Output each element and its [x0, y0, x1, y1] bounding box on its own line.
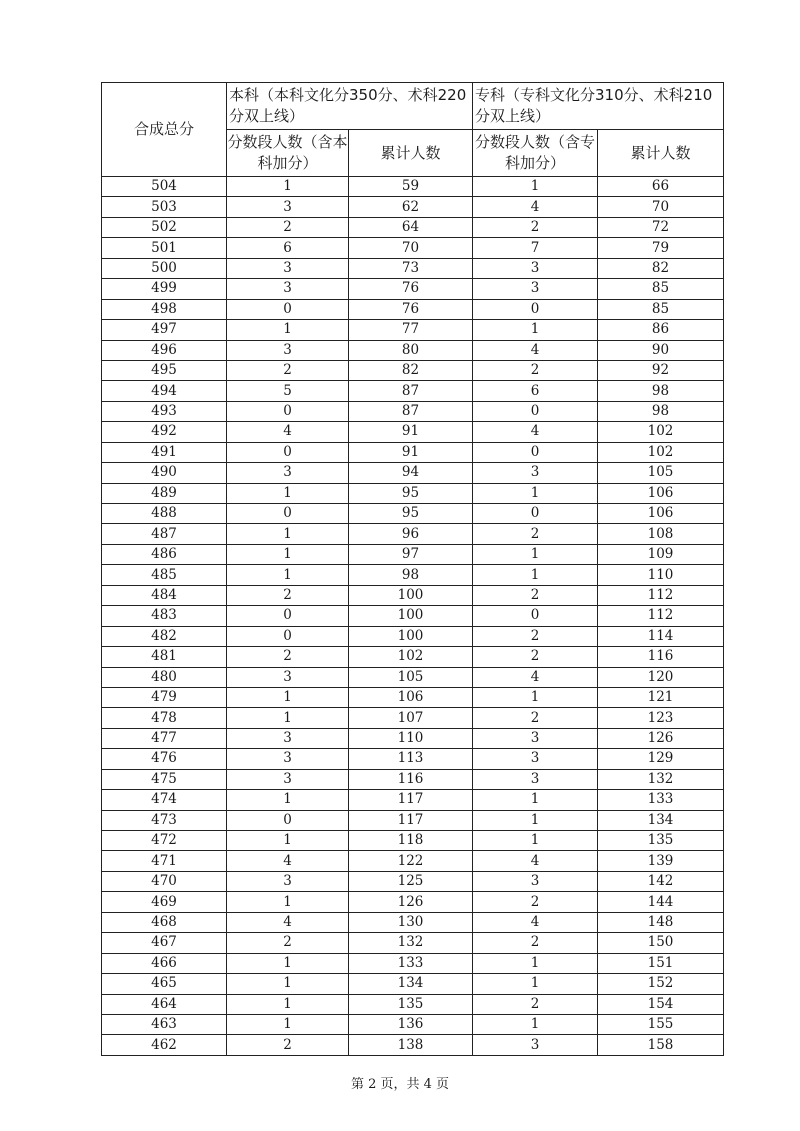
table-row	[102, 442, 724, 462]
undergraduate-count-cell: 4	[227, 912, 349, 932]
total-score-cell: 477	[102, 728, 227, 748]
undergraduate-count-cell: 3	[227, 667, 349, 687]
undergraduate-count-cell: 0	[227, 810, 349, 830]
junior-college-count-cell: 1	[473, 1014, 598, 1034]
total-score-cell: 464	[102, 994, 227, 1014]
junior-college-cumulative-cell: 102	[598, 442, 724, 462]
junior-college-cumulative-cell: 120	[598, 667, 724, 687]
undergraduate-cumulative-cell: 77	[349, 320, 473, 340]
undergraduate-count-cell: 3	[227, 749, 349, 769]
junior-college-cumulative-cell: 85	[598, 299, 724, 319]
undergraduate-cumulative-cell: 133	[349, 953, 473, 973]
total-score-cell: 471	[102, 851, 227, 871]
table-row	[102, 769, 724, 789]
junior-college-cumulative-cell: 134	[598, 810, 724, 830]
junior-college-count-cell: 1	[473, 483, 598, 503]
undergraduate-cumulative-cell: 113	[349, 749, 473, 769]
total-score-cell: 495	[102, 360, 227, 380]
total-score-header: 合成总分	[102, 83, 227, 177]
undergraduate-count-cell: 1	[227, 953, 349, 973]
undergraduate-count-cell: 0	[227, 401, 349, 421]
junior-college-count-cell: 1	[473, 544, 598, 564]
junior-college-count-cell: 1	[473, 687, 598, 707]
table-row	[102, 647, 724, 667]
total-score-cell: 468	[102, 912, 227, 932]
junior-college-count-cell: 2	[473, 994, 598, 1014]
junior-college-cumulative-cell: 66	[598, 177, 724, 197]
junior-college-count-cell: 3	[473, 728, 598, 748]
junior-college-cumulative-cell: 139	[598, 851, 724, 871]
total-score-cell: 475	[102, 769, 227, 789]
table-row	[102, 606, 724, 626]
junior-college-cumulative-cell: 144	[598, 892, 724, 912]
undergraduate-cumulative-cell: 91	[349, 422, 473, 442]
undergraduate-cumulative-cell: 91	[349, 442, 473, 462]
table-row	[102, 401, 724, 421]
table-row	[102, 238, 724, 258]
table-row	[102, 504, 724, 524]
undergraduate-cumulative-cell: 102	[349, 647, 473, 667]
total-score-cell: 494	[102, 381, 227, 401]
junior-college-count-cell: 1	[473, 831, 598, 851]
junior-college-cumulative-cell: 135	[598, 831, 724, 851]
undergraduate-cumulative-cell: 62	[349, 197, 473, 217]
undergraduate-count-cell: 2	[227, 1035, 349, 1055]
table-row	[102, 279, 724, 299]
undergraduate-count-cell: 1	[227, 831, 349, 851]
total-score-cell: 480	[102, 667, 227, 687]
junior-college-cumulative-cell: 121	[598, 687, 724, 707]
undergraduate-count-cell: 0	[227, 626, 349, 646]
undergraduate-count-cell: 1	[227, 177, 349, 197]
junior-college-count-cell: 0	[473, 442, 598, 462]
undergraduate-count-cell: 6	[227, 238, 349, 258]
undergraduate-cumulative-cell: 96	[349, 524, 473, 544]
table-row	[102, 708, 724, 728]
undergraduate-cumulative-cell: 135	[349, 994, 473, 1014]
undergraduate-count-cell: 3	[227, 871, 349, 891]
undergraduate-count-cell: 2	[227, 360, 349, 380]
undergraduate-cumulative-cell: 98	[349, 565, 473, 585]
junior-college-count-cell: 6	[473, 381, 598, 401]
junior-college-cumulative-cell: 79	[598, 238, 724, 258]
undergraduate-cumulative-cell: 100	[349, 626, 473, 646]
undergraduate-segment-count-header: 分数段人数（含本科加分）	[227, 130, 349, 177]
total-score-cell: 487	[102, 524, 227, 544]
junior-college-count-cell: 1	[473, 320, 598, 340]
junior-college-cumulative-cell: 158	[598, 1035, 724, 1055]
total-score-cell: 497	[102, 320, 227, 340]
table-row	[102, 728, 724, 748]
undergraduate-count-cell: 3	[227, 279, 349, 299]
junior-college-count-cell: 1	[473, 177, 598, 197]
junior-college-cumulative-cell: 108	[598, 524, 724, 544]
table-row	[102, 197, 724, 217]
table-row	[102, 994, 724, 1014]
junior-college-cumulative-cell: 106	[598, 483, 724, 503]
undergraduate-count-cell: 1	[227, 565, 349, 585]
table-row	[102, 933, 724, 953]
junior-college-count-cell: 3	[473, 1035, 598, 1055]
undergraduate-cumulative-cell: 82	[349, 360, 473, 380]
junior-college-cumulative-cell: 105	[598, 463, 724, 483]
junior-college-count-cell: 4	[473, 197, 598, 217]
junior-college-cumulative-header: 累计人数	[598, 130, 724, 177]
junior-college-cumulative-cell: 85	[598, 279, 724, 299]
junior-college-count-cell: 4	[473, 422, 598, 442]
junior-college-cumulative-cell: 150	[598, 933, 724, 953]
undergraduate-cumulative-cell: 95	[349, 483, 473, 503]
undergraduate-count-cell: 3	[227, 340, 349, 360]
undergraduate-cumulative-cell: 73	[349, 258, 473, 278]
undergraduate-count-cell: 0	[227, 606, 349, 626]
undergraduate-cumulative-cell: 110	[349, 728, 473, 748]
junior-college-count-cell: 1	[473, 974, 598, 994]
total-score-cell: 466	[102, 953, 227, 973]
total-score-cell: 503	[102, 197, 227, 217]
undergraduate-cumulative-cell: 117	[349, 810, 473, 830]
total-score-cell: 500	[102, 258, 227, 278]
junior-college-count-cell: 3	[473, 463, 598, 483]
junior-college-cumulative-cell: 129	[598, 749, 724, 769]
total-score-cell: 473	[102, 810, 227, 830]
undergraduate-count-cell: 4	[227, 422, 349, 442]
undergraduate-count-cell: 1	[227, 544, 349, 564]
total-score-cell: 478	[102, 708, 227, 728]
table-row	[102, 524, 724, 544]
junior-college-count-cell: 4	[473, 851, 598, 871]
table-body	[102, 177, 724, 1056]
junior-college-cumulative-cell: 110	[598, 565, 724, 585]
junior-college-cumulative-cell: 92	[598, 360, 724, 380]
undergraduate-count-cell: 1	[227, 790, 349, 810]
undergraduate-cumulative-cell: 94	[349, 463, 473, 483]
table-row	[102, 483, 724, 503]
undergraduate-cumulative-cell: 59	[349, 177, 473, 197]
junior-college-cumulative-cell: 112	[598, 606, 724, 626]
table-row	[102, 422, 724, 442]
junior-college-segment-count-header: 分数段人数（含专科加分）	[473, 130, 598, 177]
junior-college-count-cell: 1	[473, 790, 598, 810]
table-row	[102, 360, 724, 380]
junior-college-cumulative-cell: 123	[598, 708, 724, 728]
total-score-cell: 462	[102, 1035, 227, 1055]
undergraduate-count-cell: 0	[227, 299, 349, 319]
table-row	[102, 381, 724, 401]
undergraduate-cumulative-cell: 106	[349, 687, 473, 707]
junior-college-cumulative-cell: 72	[598, 217, 724, 237]
table-row	[102, 1035, 724, 1055]
undergraduate-cumulative-cell: 132	[349, 933, 473, 953]
undergraduate-cumulative-cell: 117	[349, 790, 473, 810]
undergraduate-cumulative-cell: 87	[349, 401, 473, 421]
table-row	[102, 810, 724, 830]
junior-college-count-cell: 4	[473, 912, 598, 932]
total-score-cell: 499	[102, 279, 227, 299]
table-row	[102, 544, 724, 564]
junior-college-count-cell: 3	[473, 279, 598, 299]
undergraduate-count-cell: 0	[227, 442, 349, 462]
junior-college-count-cell: 3	[473, 769, 598, 789]
junior-college-count-cell: 0	[473, 504, 598, 524]
junior-college-count-cell: 4	[473, 340, 598, 360]
table-row	[102, 953, 724, 973]
undergraduate-count-cell: 3	[227, 258, 349, 278]
junior-college-count-cell: 4	[473, 667, 598, 687]
table-row	[102, 217, 724, 237]
junior-college-cumulative-cell: 142	[598, 871, 724, 891]
undergraduate-count-cell: 2	[227, 933, 349, 953]
junior-college-count-cell: 2	[473, 708, 598, 728]
junior-college-cumulative-cell: 112	[598, 585, 724, 605]
score-distribution-table	[101, 82, 724, 1056]
total-score-cell: 467	[102, 933, 227, 953]
junior-college-cumulative-cell: 102	[598, 422, 724, 442]
table-row	[102, 974, 724, 994]
total-score-cell: 481	[102, 647, 227, 667]
table-row	[102, 892, 724, 912]
junior-college-cumulative-cell: 126	[598, 728, 724, 748]
total-score-cell: 479	[102, 687, 227, 707]
undergraduate-count-cell: 2	[227, 585, 349, 605]
undergraduate-count-cell: 3	[227, 769, 349, 789]
junior-college-cumulative-cell: 155	[598, 1014, 724, 1034]
undergraduate-cumulative-cell: 126	[349, 892, 473, 912]
undergraduate-cumulative-cell: 80	[349, 340, 473, 360]
total-score-cell: 472	[102, 831, 227, 851]
total-score-cell: 465	[102, 974, 227, 994]
undergraduate-count-cell: 1	[227, 974, 349, 994]
undergraduate-cumulative-cell: 95	[349, 504, 473, 524]
undergraduate-cumulative-header: 累计人数	[349, 130, 473, 177]
junior-college-cumulative-cell: 98	[598, 381, 724, 401]
total-score-cell: 486	[102, 544, 227, 564]
junior-college-cumulative-cell: 132	[598, 769, 724, 789]
table-row	[102, 851, 724, 871]
undergraduate-cumulative-cell: 87	[349, 381, 473, 401]
undergraduate-count-cell: 0	[227, 504, 349, 524]
total-score-cell: 476	[102, 749, 227, 769]
table-row	[102, 871, 724, 891]
undergraduate-cumulative-cell: 100	[349, 606, 473, 626]
junior-college-count-cell: 1	[473, 953, 598, 973]
total-score-cell: 493	[102, 401, 227, 421]
junior-college-count-cell: 1	[473, 810, 598, 830]
table-row	[102, 912, 724, 932]
undergraduate-cumulative-cell: 105	[349, 667, 473, 687]
undergraduate-count-cell: 4	[227, 851, 349, 871]
junior-college-cumulative-cell: 90	[598, 340, 724, 360]
total-score-cell: 484	[102, 585, 227, 605]
table-row	[102, 1014, 724, 1034]
table-row	[102, 790, 724, 810]
junior-college-cumulative-cell: 133	[598, 790, 724, 810]
junior-college-cumulative-cell: 114	[598, 626, 724, 646]
junior-college-cumulative-cell: 152	[598, 974, 724, 994]
junior-college-cumulative-cell: 86	[598, 320, 724, 340]
total-score-cell: 470	[102, 871, 227, 891]
undergraduate-count-cell: 2	[227, 217, 349, 237]
junior-college-count-cell: 0	[473, 299, 598, 319]
table-row	[102, 177, 724, 197]
total-score-cell: 492	[102, 422, 227, 442]
total-score-cell: 474	[102, 790, 227, 810]
junior-college-cumulative-cell: 70	[598, 197, 724, 217]
undergraduate-cumulative-cell: 134	[349, 974, 473, 994]
undergraduate-cumulative-cell: 64	[349, 217, 473, 237]
total-score-cell: 501	[102, 238, 227, 258]
table-row	[102, 320, 724, 340]
junior-college-count-cell: 3	[473, 258, 598, 278]
undergraduate-cumulative-cell: 107	[349, 708, 473, 728]
junior-college-count-cell: 0	[473, 401, 598, 421]
junior-college-count-cell: 2	[473, 892, 598, 912]
table-row	[102, 687, 724, 707]
undergraduate-cumulative-cell: 76	[349, 279, 473, 299]
junior-college-count-cell: 0	[473, 606, 598, 626]
table-row	[102, 463, 724, 483]
junior-college-cumulative-cell: 116	[598, 647, 724, 667]
undergraduate-group-header: 本科（本科文化分350分、术科220分双上线）	[227, 83, 473, 130]
page-number: 第 2 页，共 4 页	[350, 1077, 450, 1092]
undergraduate-count-cell: 3	[227, 728, 349, 748]
table-row	[102, 565, 724, 585]
table-row	[102, 258, 724, 278]
undergraduate-count-cell: 1	[227, 524, 349, 544]
total-score-cell: 490	[102, 463, 227, 483]
undergraduate-count-cell: 3	[227, 463, 349, 483]
undergraduate-cumulative-cell: 70	[349, 238, 473, 258]
total-score-cell: 463	[102, 1014, 227, 1034]
total-score-cell: 483	[102, 606, 227, 626]
undergraduate-cumulative-cell: 122	[349, 851, 473, 871]
undergraduate-cumulative-cell: 125	[349, 871, 473, 891]
undergraduate-cumulative-cell: 138	[349, 1035, 473, 1055]
table-row	[102, 299, 724, 319]
total-score-cell: 482	[102, 626, 227, 646]
undergraduate-count-cell: 5	[227, 381, 349, 401]
junior-college-count-cell: 3	[473, 749, 598, 769]
total-score-cell: 469	[102, 892, 227, 912]
undergraduate-count-cell: 1	[227, 892, 349, 912]
total-score-cell: 502	[102, 217, 227, 237]
junior-college-count-cell: 2	[473, 585, 598, 605]
total-score-cell: 491	[102, 442, 227, 462]
undergraduate-count-cell: 2	[227, 647, 349, 667]
junior-college-cumulative-cell: 148	[598, 912, 724, 932]
junior-college-count-cell: 3	[473, 871, 598, 891]
junior-college-cumulative-cell: 109	[598, 544, 724, 564]
junior-college-count-cell: 2	[473, 626, 598, 646]
undergraduate-cumulative-cell: 118	[349, 831, 473, 851]
table-row	[102, 667, 724, 687]
junior-college-cumulative-cell: 106	[598, 504, 724, 524]
undergraduate-cumulative-cell: 116	[349, 769, 473, 789]
undergraduate-cumulative-cell: 76	[349, 299, 473, 319]
total-score-cell: 489	[102, 483, 227, 503]
undergraduate-cumulative-cell: 97	[349, 544, 473, 564]
table-row	[102, 626, 724, 646]
total-score-cell: 498	[102, 299, 227, 319]
junior-college-count-cell: 2	[473, 524, 598, 544]
table-row	[102, 831, 724, 851]
table-row	[102, 585, 724, 605]
undergraduate-count-cell: 3	[227, 197, 349, 217]
junior-college-count-cell: 2	[473, 647, 598, 667]
undergraduate-count-cell: 1	[227, 483, 349, 503]
undergraduate-count-cell: 1	[227, 687, 349, 707]
undergraduate-count-cell: 1	[227, 320, 349, 340]
table-row	[102, 340, 724, 360]
junior-college-count-cell: 2	[473, 933, 598, 953]
undergraduate-cumulative-cell: 130	[349, 912, 473, 932]
junior-college-count-cell: 7	[473, 238, 598, 258]
undergraduate-cumulative-cell: 136	[349, 1014, 473, 1034]
undergraduate-count-cell: 1	[227, 1014, 349, 1034]
junior-college-count-cell: 1	[473, 565, 598, 585]
total-score-cell: 504	[102, 177, 227, 197]
undergraduate-count-cell: 1	[227, 708, 349, 728]
total-score-cell: 496	[102, 340, 227, 360]
junior-college-cumulative-cell: 82	[598, 258, 724, 278]
junior-college-cumulative-cell: 98	[598, 401, 724, 421]
total-score-cell: 485	[102, 565, 227, 585]
undergraduate-cumulative-cell: 100	[349, 585, 473, 605]
junior-college-cumulative-cell: 151	[598, 953, 724, 973]
junior-college-count-cell: 2	[473, 217, 598, 237]
total-score-cell: 488	[102, 504, 227, 524]
junior-college-cumulative-cell: 154	[598, 994, 724, 1014]
junior-college-group-header: 专科（专科文化分310分、术科210分双上线）	[473, 83, 724, 130]
junior-college-count-cell: 2	[473, 360, 598, 380]
undergraduate-count-cell: 1	[227, 994, 349, 1014]
table-row	[102, 749, 724, 769]
